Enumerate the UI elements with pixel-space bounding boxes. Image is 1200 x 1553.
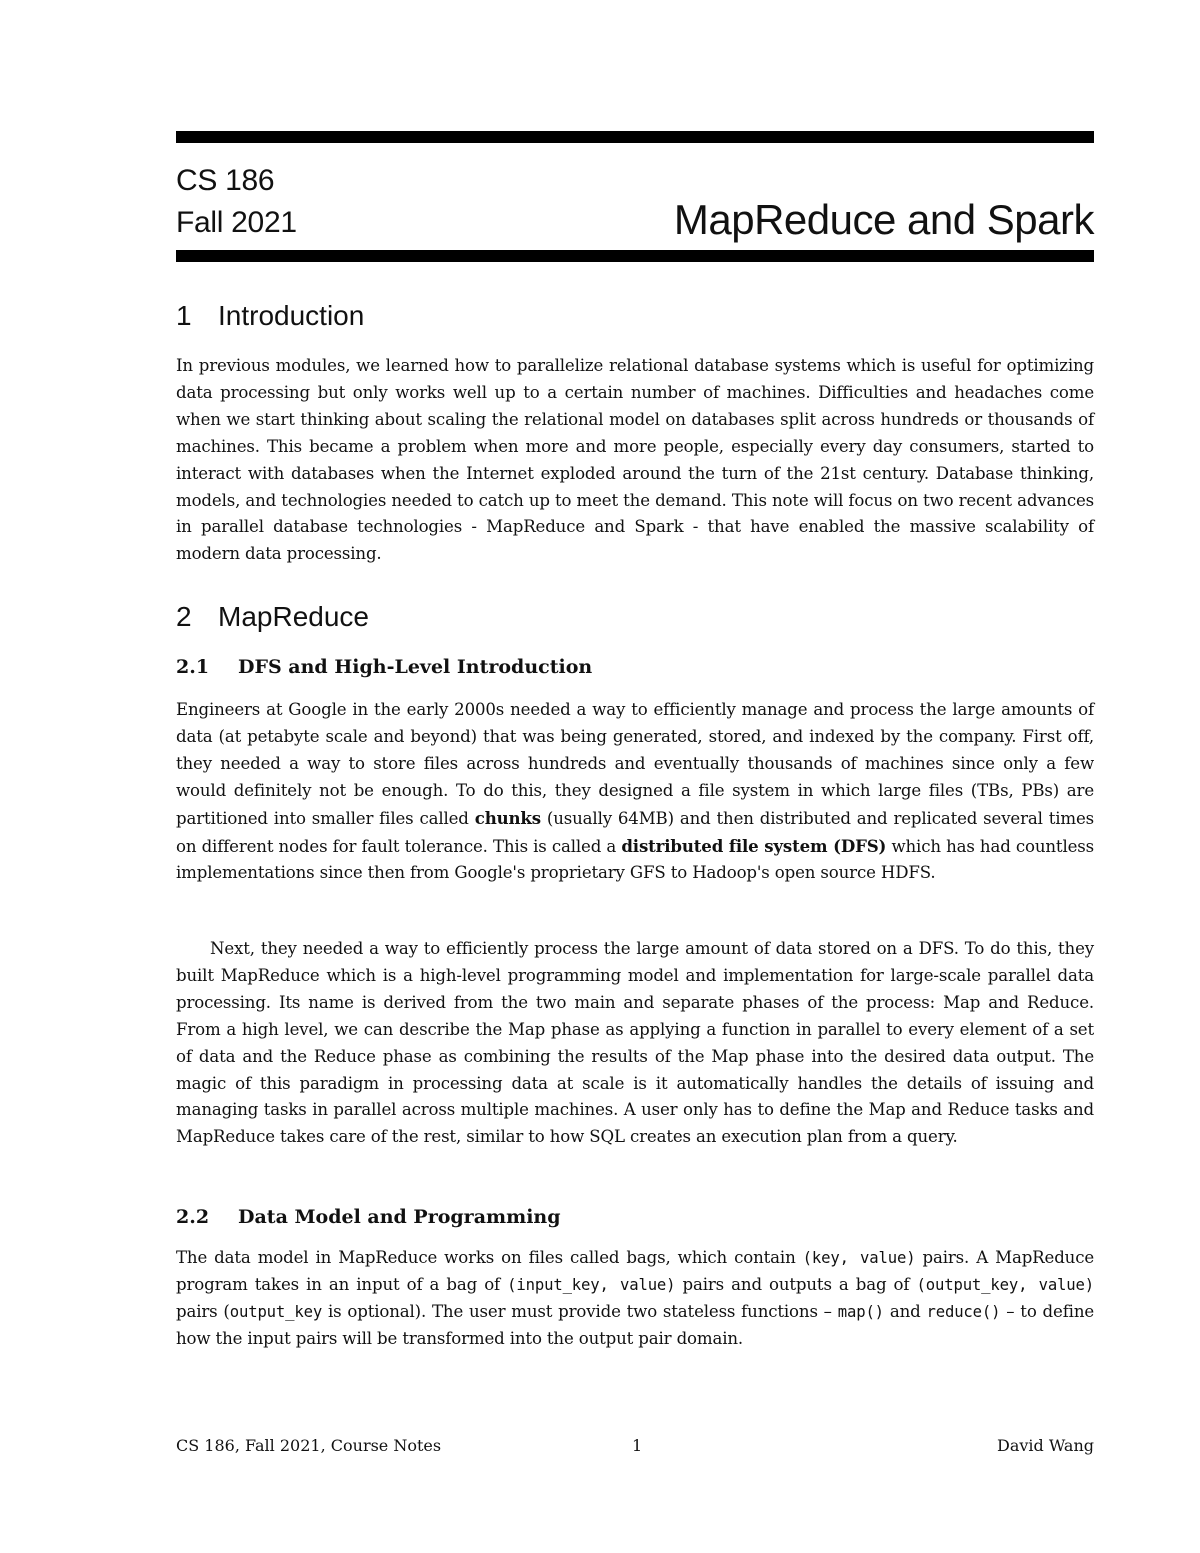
dfs-paragraph: [176, 697, 1094, 887]
dm-text-3: pairs and outputs a bag of: [682, 1274, 910, 1294]
dm-text-1: The data model in MapReduce works on files called bags, which contain: [176, 1248, 796, 1267]
section-heading-mapreduce: [176, 601, 369, 633]
dfs-text-1: Engineers at Google in the early 2000s needed a way to efficiently manage and process the large amounts of data (at petabyte scale and beyond) that was being generated, stored, and indexed by the company. First off, they needed a way to store files across hundreds and eventually thousands of machines since only a few would definitely not be enough. To do this, they designed a file system in which large files (TBs, PBs) are partitioned into smaller files called: [176, 700, 1094, 828]
mapreduce-paragraph: Next, they needed a way to efficiently process the large amount of data stored on a DFS. To do this, they built MapReduce which is a high-level programming model and implementation for large-scale parallel data processing. Its name is derived from the two main and separate phases of the process: Map and Reduce. From a high level, we can describe the Map phase as applying a function in parallel to every element of a set of data and the Reduce phase as combining the results of the Map phase into the desired data output. The magic of this paradigm in processing data at scale is it automatically handles the details of issuing and managing tasks in parallel across multiple machines. A user only has to define the Map and Reduce tasks and MapReduce takes care of the rest, similar to how SQL creates an execution plan from a query.: [176, 939, 1094, 1147]
section-title: Introduction: [218, 300, 365, 331]
chunks-term: chunks: [474, 807, 541, 828]
dm-text-5: is optional). The user must provide two stateless functions –: [328, 1301, 832, 1321]
term-label: Fall 2021: [176, 206, 297, 239]
section-number: 2: [176, 601, 192, 632]
section-title: MapReduce: [218, 601, 369, 632]
course-label: CS 186: [176, 164, 275, 197]
code-output-key-value: (output_key, value): [916, 1275, 1095, 1294]
code-input-key-value: (input_key, value): [507, 1275, 676, 1294]
footer-course-notes: CS 186, Fall 2021, Course Notes: [176, 1436, 442, 1455]
code-key-value: (key, value): [802, 1249, 916, 1267]
code-reduce: reduce(): [926, 1302, 1001, 1321]
header-rule-bottom: [176, 250, 1094, 262]
dfs-text-3: which has had countless implementations since then from Google's proprietary GFS to Hadoop's open source HDFS.: [176, 836, 1095, 883]
dfs-term: distributed file system (DFS): [621, 835, 887, 856]
footer-author: David Wang: [997, 1436, 1094, 1455]
dfs-text-2: (usually 64MB) and then distributed and replicated several times on different nodes for fault tolerance. This is called a: [176, 808, 1095, 856]
intro-paragraph: In previous modules, we learned how to parallelize relational database systems which is useful for optimizing data processing but only works well up to a certain number of machines. Difficulties and headaches come when we start thinking about scaling the relational model on databases split across hundreds or thousands of machines. This became a problem when more and more people, especially every day consumers, started to interact with databases when the Internet exploded around the turn of the 21st century. Database thinking, models, and technologies needed to catch up to meet the demand. This note will focus on two recent advances in parallel database technologies - MapReduce and Spark - that have enabled the massive scalability of modern data processing.: [176, 356, 1094, 564]
subsection-heading-data-model: [176, 1206, 561, 1228]
code-output-key: output_key: [229, 1302, 323, 1321]
dm-text-6: and: [889, 1301, 921, 1321]
footer-page-number: 1: [632, 1436, 643, 1455]
dm-text-4: pairs (: [176, 1301, 230, 1321]
subsection-heading-dfs: [176, 656, 592, 678]
dm-text-7: – to define how the input pairs will be transformed into the output pair domain.: [176, 1301, 1095, 1348]
section-heading-introduction: [176, 300, 364, 332]
document-title: MapReduce and Spark: [673, 196, 1094, 243]
section-number: 1: [176, 300, 192, 331]
data-model-paragraph: [176, 1245, 1094, 1353]
subsection-title: DFS and High-Level Introduction: [238, 656, 593, 678]
dm-text-2: pairs. A MapReduce program takes in an input of a bag of: [176, 1248, 1095, 1294]
header-rule-top: [176, 131, 1094, 143]
subsection-number: 2.2: [176, 1206, 210, 1228]
subsection-number: 2.1: [176, 656, 210, 678]
code-map: map(): [837, 1302, 884, 1321]
subsection-title: Data Model and Programming: [238, 1206, 561, 1228]
